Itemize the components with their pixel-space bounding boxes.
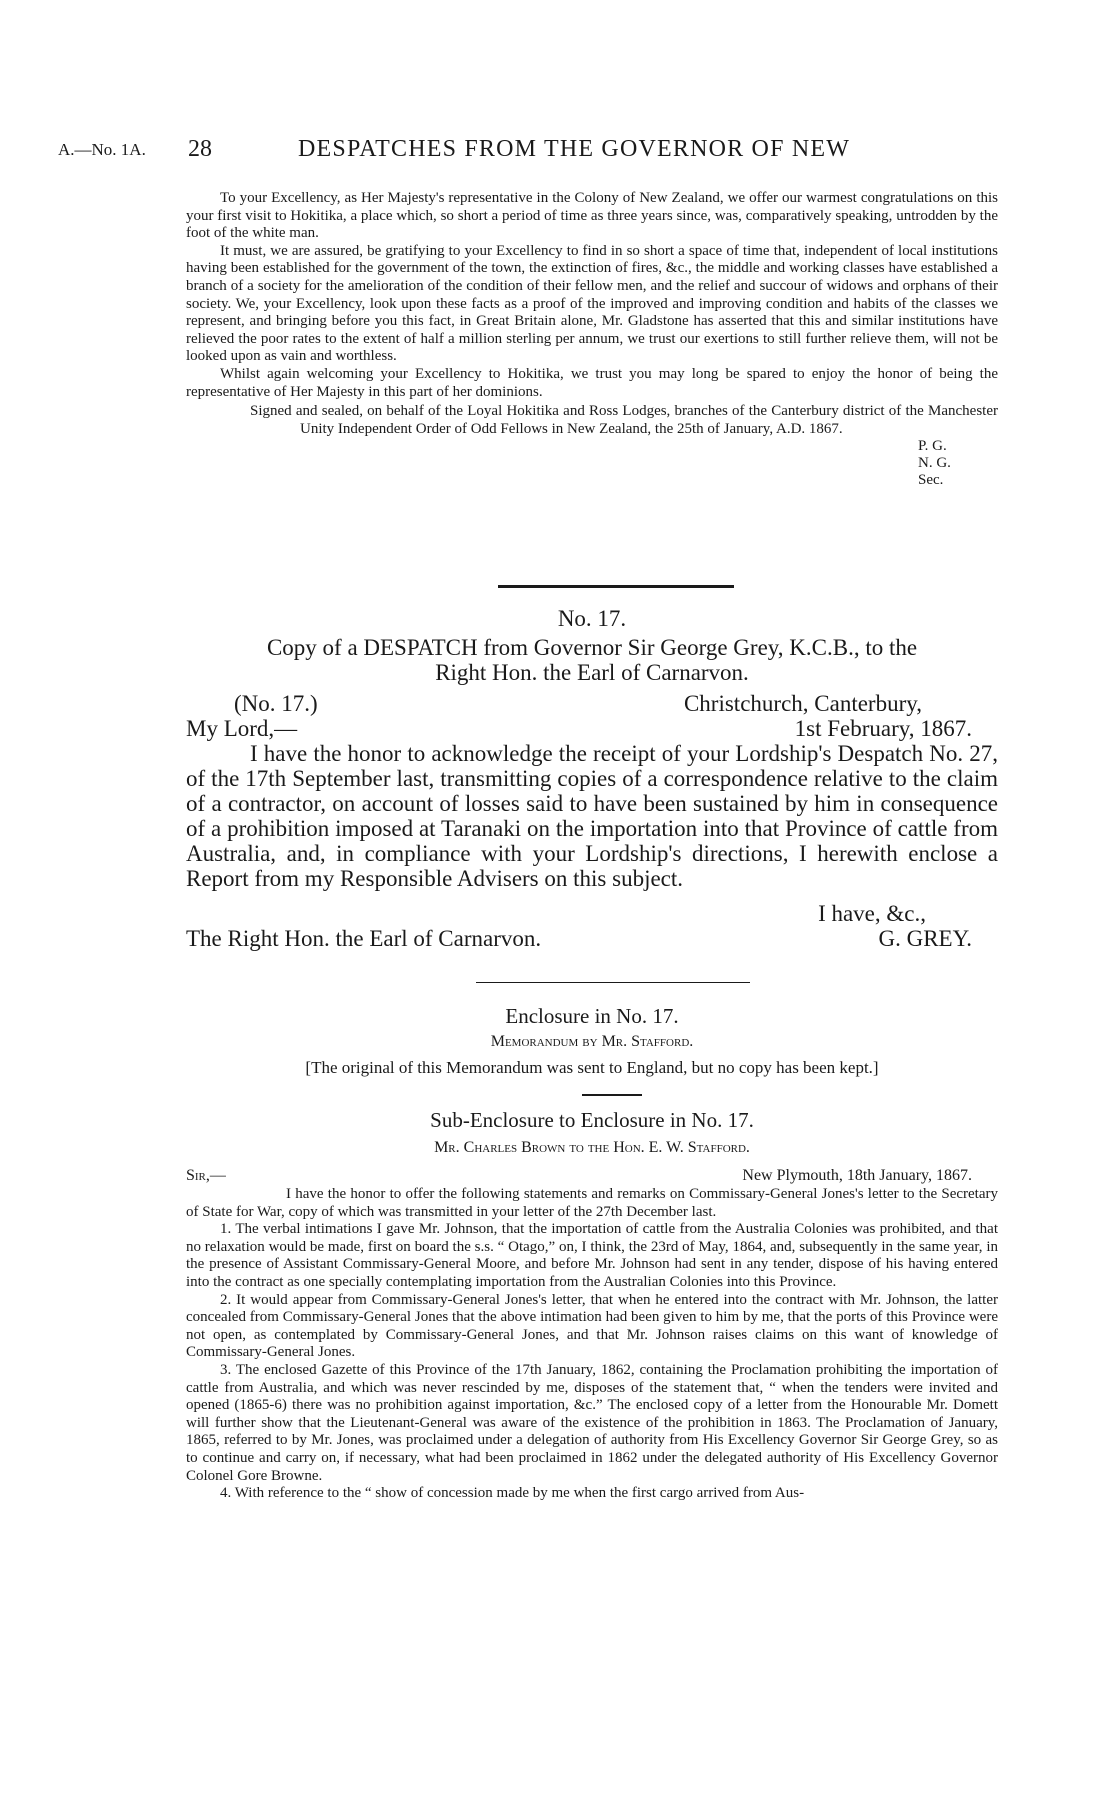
page-number: 28 bbox=[188, 136, 212, 162]
document-reference: A.—No. 1A. bbox=[58, 140, 146, 159]
letter-paragraph: 3. The enclosed Gazette of this Province of the 17th January, 1862, containing the Proclamation prohibiting the importation of cattle from Australia, and which was never rescinded by me, disposes of the statement that, “ when the tenders were invited and opened (1865-6) there was no prohibition against importation, &c.” The enclosed copy of a letter from the Honourable Mr. Domett will further show that the Lieutenant-General was aware of the existence of the prohibition in 1863. The Proclamation of January, 1865, referred to by Mr. Jones, was proclaimed under a delegation of authority from His Excellency Governor Sir George Grey, so as to continue and carry on, if necessary, what had been proclaimed in 1862 under the delegated authority of His Excellency Governor Colonel Gore Browne. bbox=[186, 1361, 998, 1484]
letter-paragraph: 4. With reference to the “ show of concession made by me when the first cargo arrived from Aus- bbox=[220, 1485, 805, 1502]
letter-salutation: Sir,— bbox=[186, 1167, 226, 1184]
letter-body bbox=[186, 1186, 998, 1503]
enclosure-note: [The original of this Memorandum was sent to England, but no copy has been kept.] bbox=[305, 1058, 879, 1077]
address-paragraph: It must, we are assured, be gratifying to your Excellency to find in so short a space of time that, independent of local institutions having been established for the government of the town, the extinction of fires, &c., the middle and working classes have established a branch of a society for the amelioration of the condition of their fellow men, and the relief and succour of widows and orphans of their society. We, your Excellency, look upon these facts as a proof of the improved and improving condition and habits of the classes we represent, and bringing before you this fact, in Great Britain alone, Mr. Gladstone has asserted that this and similar institutions have relieved the poor rates to the extent of half a million sterling per annum, we trust our exertions to still further relieve them, will not be looked upon as vain and worthless. bbox=[186, 242, 998, 365]
despatch-place: Christchurch, Canterbury, bbox=[683, 691, 922, 716]
section-divider bbox=[476, 982, 750, 983]
despatch-ref: (No. 17.) bbox=[234, 691, 318, 716]
officer-title: Sec. bbox=[918, 472, 944, 489]
despatch-addressee: The Right Hon. the Earl of Carnarvon. bbox=[186, 926, 542, 951]
enclosure-subtitle: Memorandum by Mr. Stafford. bbox=[490, 1033, 694, 1050]
despatch-heading-line2: Right Hon. the Earl of Carnarvon. bbox=[435, 660, 749, 685]
sub-enclosure-subtitle: Mr. Charles Brown to the Hon. E. W. Stafford. bbox=[434, 1139, 750, 1156]
enclosure-title: Enclosure in No. 17. bbox=[505, 1004, 679, 1028]
despatch-signer: G. GREY. bbox=[878, 926, 972, 951]
despatch-paragraph: I have the honor to acknowledge the receipt of your Lordship's Despatch No. 27, of the 17th September last, transmitting copies of a correspondence relative to the claim of a contractor, on account of losses said to have been sustained by him in consequence of a prohibition imposed at Taranaki on the importation into that Province of cattle from Australia, and, in compliance with your Lordship's directions, I herewith enclose a Report from my Responsible Advisers on this subject. bbox=[186, 741, 998, 891]
letter-paragraph: 2. It would appear from Commissary-General Jones's letter, that when he entered into the contract with Mr. Johnson, the latter concealed from Commissary-General Jones that the above intimation had been given to him by me, that the ports of this Province were not open, as contemplated by Commissary-General Jones, and that Mr. Johnson raises claims on this want of knowledge of Commissary-General Jones. bbox=[186, 1291, 998, 1361]
despatch-salutation: My Lord,— bbox=[186, 716, 298, 741]
officer-titles bbox=[918, 438, 998, 489]
despatch-number: No. 17. bbox=[557, 606, 627, 631]
address-paragraph: Whilst again welcoming your Excellency to Hokitika, we trust you may long be spared to enjoy the honor of being the representative of Her Majesty in this part of her dominions. bbox=[186, 365, 998, 400]
section-divider bbox=[498, 585, 734, 588]
letter-salutation-row bbox=[186, 1166, 972, 1186]
page-header bbox=[58, 136, 998, 176]
letter-paragraph: I have the honor to offer the following statements and remarks on Commissary-General Jones's letter to the Secretary of State for War, copy of which was transmitted in your letter of the 27th December last. bbox=[186, 1186, 998, 1220]
officer-title: N. G. bbox=[918, 455, 951, 472]
despatch-date: 1st February, 1867. bbox=[794, 716, 972, 741]
officer-title: P. G. bbox=[918, 438, 947, 455]
running-title: DESPATCHES FROM THE GOVERNOR OF NEW bbox=[298, 136, 851, 162]
despatch-closing: I have, &c., bbox=[818, 901, 926, 926]
despatch-section bbox=[186, 606, 998, 951]
despatch-heading-line1: Copy of a DESPATCH from Governor Sir George Grey, K.C.B., to the bbox=[266, 635, 918, 660]
sub-enclosure-section bbox=[186, 1108, 998, 1503]
address-paragraph: To your Excellency, as Her Majesty's representative in the Colony of New Zealand, we offer our warmest congratulations on this your first visit to Hokitika, a place which, so short a period of time as three years since, was, comparatively speaking, untrodden by the foot of the white man. bbox=[186, 190, 998, 242]
despatch-signoff-row bbox=[186, 926, 972, 951]
despatch-ref-row bbox=[186, 691, 922, 716]
address-signature: Signed and sealed, on behalf of the Loyal Hokitika and Ross Lodges, branches of the Canterbury district of the Manchester Unity Independent Order of Odd Fellows in New Zealand, the 25th of January, A.D. 1867. bbox=[250, 403, 998, 437]
letter-date: New Plymouth, 18th January, 1867. bbox=[742, 1167, 972, 1184]
enclosure-section bbox=[186, 1004, 998, 1078]
sub-enclosure-title: Sub-Enclosure to Enclosure in No. 17. bbox=[430, 1108, 754, 1132]
address-text bbox=[186, 190, 998, 489]
section-divider bbox=[582, 1094, 642, 1096]
despatch-salutation-row bbox=[186, 716, 972, 741]
despatch-body bbox=[186, 741, 998, 891]
letter-paragraph: 1. The verbal intimations I gave Mr. Johnson, that the importation of cattle from the Australia Colonies was prohibited, and that no relaxation would be made, first on board the s.s. “ Otago,” on, I think, the 23rd of May, 1864, and, subsequently in the same year, in the presence of Assistant Commissary-General Moore, and before Mr. Johnson had sent in any tender, dispose of his having entered into the contract as one specially contemplating importation from the Australian Colonies into this Province. bbox=[186, 1221, 998, 1290]
